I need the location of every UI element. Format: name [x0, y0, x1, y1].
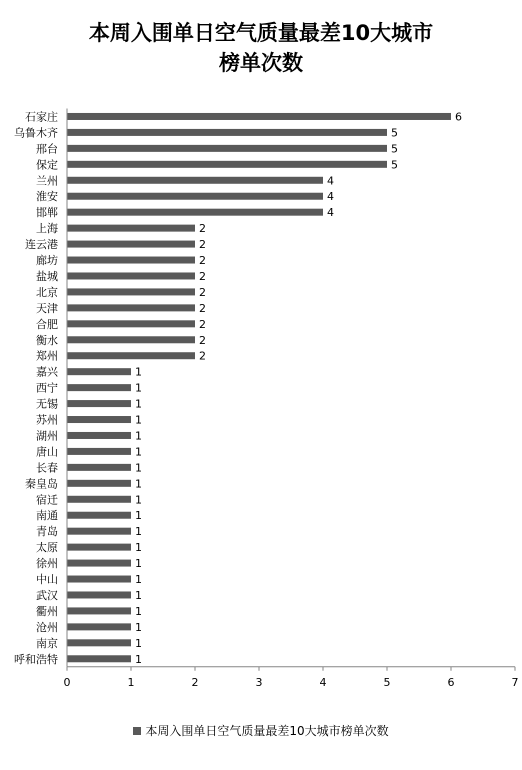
category-label: 郑州: [36, 349, 58, 363]
data-label: 1: [135, 381, 142, 395]
bar: [67, 416, 131, 423]
category-label: 邯郸: [36, 206, 58, 220]
bar: [67, 448, 131, 455]
chart-title-line1: 本周入围单日空气质量最差10大城市: [88, 21, 434, 45]
bar: [67, 496, 131, 503]
data-label: 1: [135, 525, 142, 539]
data-label: 1: [135, 429, 142, 443]
bars-layer: [67, 113, 451, 662]
bar: [67, 320, 195, 327]
x-tick-label: 5: [383, 675, 391, 689]
bar: [67, 623, 131, 630]
data-label: 1: [135, 461, 142, 475]
x-tick-label: 1: [127, 675, 135, 689]
data-label: 2: [199, 238, 206, 252]
data-label: 1: [135, 652, 142, 666]
category-label: 石家庄: [25, 110, 58, 124]
category-label: 廊坊: [36, 254, 58, 268]
legend-swatch: [133, 727, 141, 735]
bar: [67, 225, 195, 232]
data-label: 5: [391, 142, 398, 156]
bar: [67, 607, 131, 614]
category-label: 长春: [36, 461, 58, 475]
chart-title-line2: 榜单次数: [219, 51, 303, 75]
bar: [67, 113, 451, 120]
category-label: 南京: [36, 636, 58, 650]
data-label: 1: [135, 636, 142, 650]
bar: [67, 480, 131, 487]
bar: [67, 304, 195, 311]
data-label: 1: [135, 588, 142, 602]
category-label: 兰州: [36, 174, 58, 188]
data-label: 1: [135, 604, 142, 618]
data-label: 4: [327, 190, 334, 204]
bar: [67, 591, 131, 598]
x-tick-label: 3: [255, 675, 263, 689]
data-label: 1: [135, 397, 142, 411]
category-label: 秦皇岛: [25, 477, 58, 491]
data-label: 1: [135, 557, 142, 571]
bar: [67, 512, 131, 519]
bar: [67, 639, 131, 646]
data-label: 2: [199, 222, 206, 236]
bar: [67, 145, 387, 152]
data-label: 2: [199, 254, 206, 268]
category-label: 唐山: [36, 445, 58, 459]
bar: [67, 161, 387, 168]
category-label: 衢州: [36, 604, 58, 618]
bar: [67, 336, 195, 343]
category-label: 宿迁: [36, 493, 58, 507]
category-label: 南通: [36, 509, 58, 523]
data-label: 1: [135, 620, 142, 634]
data-label: 1: [135, 541, 142, 555]
category-label: 中山: [36, 573, 58, 587]
legend: [0, 722, 522, 739]
category-label: 呼和浩特: [14, 652, 58, 666]
category-label: 湖州: [36, 429, 58, 443]
bar: [67, 368, 131, 375]
category-label: 北京: [36, 285, 58, 299]
data-label: 2: [199, 301, 206, 315]
data-label: 1: [135, 445, 142, 459]
data-label: 2: [199, 349, 206, 363]
data-label: 5: [391, 158, 398, 172]
x-tick-label: 0: [63, 675, 71, 689]
bar: [67, 384, 131, 391]
bar: [67, 177, 323, 184]
category-label: 嘉兴: [36, 365, 58, 379]
data-label: 4: [327, 174, 334, 188]
data-label: 1: [135, 365, 142, 379]
x-tick-label: 6: [447, 675, 455, 689]
x-tick-label: 4: [319, 675, 327, 689]
category-label: 西宁: [36, 381, 58, 395]
category-label: 乌鲁木齐: [14, 126, 58, 140]
bar: [67, 560, 131, 567]
bar: [67, 129, 387, 136]
category-label: 武汉: [36, 588, 58, 602]
category-label: 青岛: [36, 525, 58, 539]
bar: [67, 655, 131, 662]
category-label: 衡水: [36, 333, 58, 347]
bar: [67, 257, 195, 264]
category-label: 淮安: [36, 190, 58, 204]
bar: [67, 241, 195, 248]
data-label: 6: [455, 110, 462, 124]
category-label: 天津: [36, 301, 58, 315]
bar: [67, 576, 131, 583]
data-label: 1: [135, 493, 142, 507]
data-label: 2: [199, 269, 206, 283]
bar: [67, 528, 131, 535]
data-label: 2: [199, 333, 206, 347]
category-label: 盐城: [36, 269, 58, 283]
x-tick-label: 2: [191, 675, 199, 689]
data-label: 1: [135, 413, 142, 427]
bar: [67, 209, 323, 216]
data-label: 2: [199, 285, 206, 299]
category-label: 邢台: [36, 142, 58, 156]
bar: [67, 432, 131, 439]
data-label: 1: [135, 509, 142, 523]
bar: [67, 400, 131, 407]
data-label: 4: [327, 206, 334, 220]
bar: [67, 288, 195, 295]
category-label: 保定: [36, 158, 58, 172]
category-label: 太原: [36, 541, 58, 555]
x-tick-label: 7: [511, 675, 519, 689]
bar: [67, 193, 323, 200]
category-label: 无锡: [36, 397, 58, 411]
category-label: 徐州: [36, 557, 58, 571]
category-label: 苏州: [36, 413, 58, 427]
data-label: 1: [135, 477, 142, 491]
category-label: 合肥: [36, 317, 58, 331]
category-label: 沧州: [36, 620, 58, 634]
category-label: 上海: [36, 222, 58, 236]
data-label: 1: [135, 573, 142, 587]
bar: [67, 272, 195, 279]
bar: [67, 544, 131, 551]
data-label: 2: [199, 317, 206, 331]
legend-label: 本周入围单日空气质量最差10大城市榜单次数: [145, 724, 389, 738]
category-label: 连云港: [25, 238, 58, 252]
bar: [67, 352, 195, 359]
bar: [67, 464, 131, 471]
data-label: 5: [391, 126, 398, 140]
